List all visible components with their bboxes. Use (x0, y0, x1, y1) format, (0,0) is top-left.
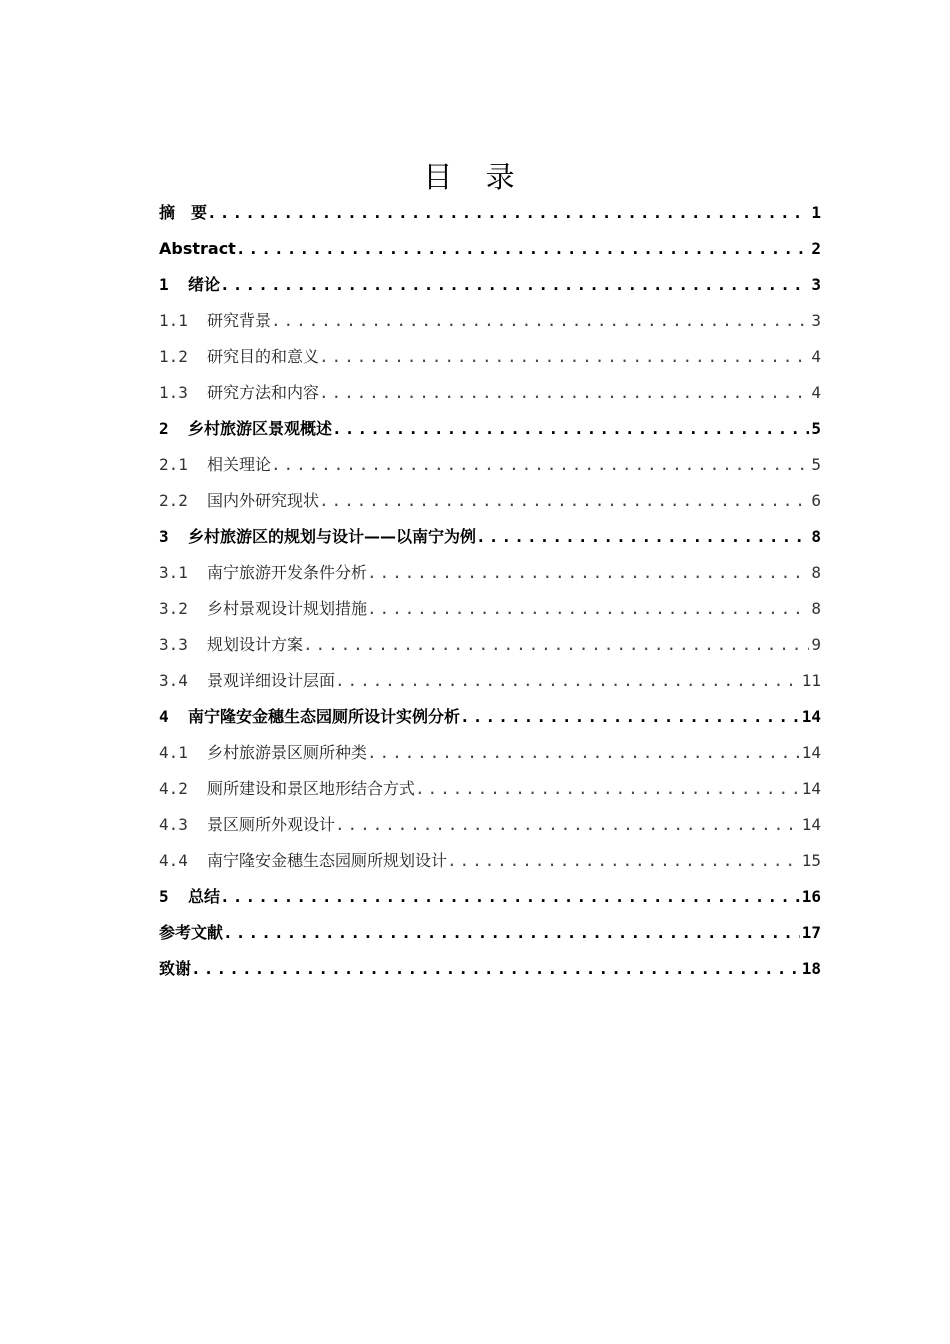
toc-entry-label: 绪论 (188, 275, 221, 294)
toc-page-number: 2 (811, 239, 821, 258)
toc-dot-leader (367, 555, 809, 591)
toc-entry[interactable] (159, 843, 821, 879)
toc-page-number: 3 (811, 275, 821, 294)
toc-entry[interactable] (159, 627, 821, 663)
toc-entry-number: 2.2 (159, 491, 188, 510)
toc-entry[interactable] (159, 519, 821, 555)
toc-page-number: 6 (811, 491, 821, 510)
toc-dot-leader (319, 375, 809, 411)
toc-entry-number: 2.1 (159, 455, 188, 474)
toc-entry-label: 研究目的和意义 (207, 347, 320, 366)
toc-dot-leader (335, 807, 800, 843)
table-of-contents (159, 195, 821, 987)
toc-entry-number: 4.3 (159, 815, 188, 834)
toc-entry-number: 5 (159, 887, 169, 906)
toc-dot-leader (191, 951, 800, 987)
toc-entry-label: 乡村旅游区景观概述 (188, 419, 333, 438)
toc-entry-number: 4.2 (159, 779, 188, 798)
toc-dot-leader (319, 339, 809, 375)
toc-entry[interactable] (159, 483, 821, 519)
toc-entry[interactable] (159, 735, 821, 771)
toc-entry-number: 3.1 (159, 563, 188, 582)
toc-page-number: 14 (801, 707, 821, 726)
toc-dot-leader (303, 627, 809, 663)
toc-entry-number: 4.1 (159, 743, 188, 762)
toc-entry-number: 3.3 (159, 635, 188, 654)
toc-entry-label: 南宁隆安金穗生态园厕所设计实例分析 (188, 707, 461, 726)
toc-entry-label: 致谢 (159, 959, 192, 978)
toc-entry-number: 1.2 (159, 347, 188, 366)
toc-entry[interactable] (159, 375, 821, 411)
toc-page-number: 5 (811, 419, 821, 438)
toc-entry[interactable] (159, 663, 821, 699)
toc-dot-leader (415, 771, 800, 807)
toc-page-number: 9 (811, 635, 821, 654)
toc-page-number: 14 (801, 743, 821, 762)
toc-entry-number: 3.2 (159, 599, 188, 618)
toc-dot-leader (476, 519, 809, 555)
toc-entry[interactable] (159, 267, 821, 303)
toc-entry[interactable] (159, 699, 821, 735)
toc-entry[interactable] (159, 951, 821, 987)
toc-dot-leader (271, 303, 809, 339)
toc-page-number: 11 (801, 671, 821, 690)
toc-entry-label: 总结 (188, 887, 221, 906)
toc-entry-number: 1.1 (159, 311, 188, 330)
page-title: 目 录 (423, 160, 527, 194)
toc-dot-leader (319, 483, 809, 519)
toc-page-number: 3 (811, 311, 821, 330)
toc-entry-number: 1.3 (159, 383, 188, 402)
toc-entry[interactable] (159, 447, 821, 483)
toc-entry[interactable] (159, 411, 821, 447)
toc-page-number: 5 (811, 455, 821, 474)
toc-page-number: 4 (811, 383, 821, 402)
toc-entry-label: 乡村旅游景区厕所种类 (207, 743, 368, 762)
toc-entry-label: 规划设计方案 (207, 635, 304, 654)
toc-entry-label: 景观详细设计层面 (207, 671, 336, 690)
toc-entry-label: 研究背景 (207, 311, 272, 330)
toc-entry-label: 研究方法和内容 (207, 383, 320, 402)
toc-entry[interactable] (159, 303, 821, 339)
toc-dot-leader (332, 411, 809, 447)
toc-dot-leader (447, 843, 800, 879)
toc-entry-label: 参考文献 (159, 923, 224, 942)
toc-entry-label: Abstract (159, 239, 236, 258)
toc-entry-number: 1 (159, 275, 169, 294)
toc-entry[interactable] (159, 555, 821, 591)
toc-page-number: 8 (811, 563, 821, 582)
toc-page-number: 15 (801, 851, 821, 870)
toc-dot-leader (367, 591, 809, 627)
toc-page-number: 16 (801, 887, 821, 906)
toc-entry[interactable] (159, 807, 821, 843)
toc-dot-leader (223, 915, 800, 951)
toc-entry-label: 景区厕所外观设计 (207, 815, 336, 834)
toc-dot-leader (207, 195, 809, 231)
toc-page-number: 14 (801, 815, 821, 834)
toc-entry-label: 国内外研究现状 (207, 491, 320, 510)
toc-page-number: 14 (801, 779, 821, 798)
toc-entry-number: 4 (159, 707, 169, 726)
toc-entry-label: 南宁隆安金穗生态园厕所规划设计 (207, 851, 448, 870)
toc-entry[interactable] (159, 915, 821, 951)
toc-entry-label: 相关理论 (207, 455, 272, 474)
toc-page-number: 8 (811, 599, 821, 618)
toc-page-number: 4 (811, 347, 821, 366)
toc-entry[interactable] (159, 771, 821, 807)
toc-dot-leader (335, 663, 800, 699)
toc-entry[interactable] (159, 879, 821, 915)
toc-entry[interactable] (159, 195, 821, 231)
toc-entry-number: 3 (159, 527, 169, 546)
toc-dot-leader (220, 879, 800, 915)
toc-entry-number: 4.4 (159, 851, 188, 870)
toc-entry-label: 乡村景观设计规划措施 (207, 599, 368, 618)
toc-entry[interactable] (159, 591, 821, 627)
toc-page-number: 8 (811, 527, 821, 546)
toc-entry[interactable] (159, 231, 821, 267)
toc-dot-leader (236, 231, 810, 267)
toc-entry-number: 3.4 (159, 671, 188, 690)
toc-entry-label: 乡村旅游区的规划与设计——以南宁为例 (188, 527, 477, 546)
toc-entry-label: 摘 要 (159, 203, 208, 222)
toc-dot-leader (367, 735, 800, 771)
toc-page-number: 17 (801, 923, 821, 942)
toc-entry-number: 2 (159, 419, 169, 438)
toc-dot-leader (220, 267, 809, 303)
toc-dot-leader (460, 699, 800, 735)
toc-entry[interactable] (159, 339, 821, 375)
toc-entry-label: 南宁旅游开发条件分析 (207, 563, 368, 582)
toc-entry-label: 厕所建设和景区地形结合方式 (207, 779, 416, 798)
toc-dot-leader (271, 447, 809, 483)
toc-page-number: 18 (801, 959, 821, 978)
toc-page-number: 1 (811, 203, 821, 222)
